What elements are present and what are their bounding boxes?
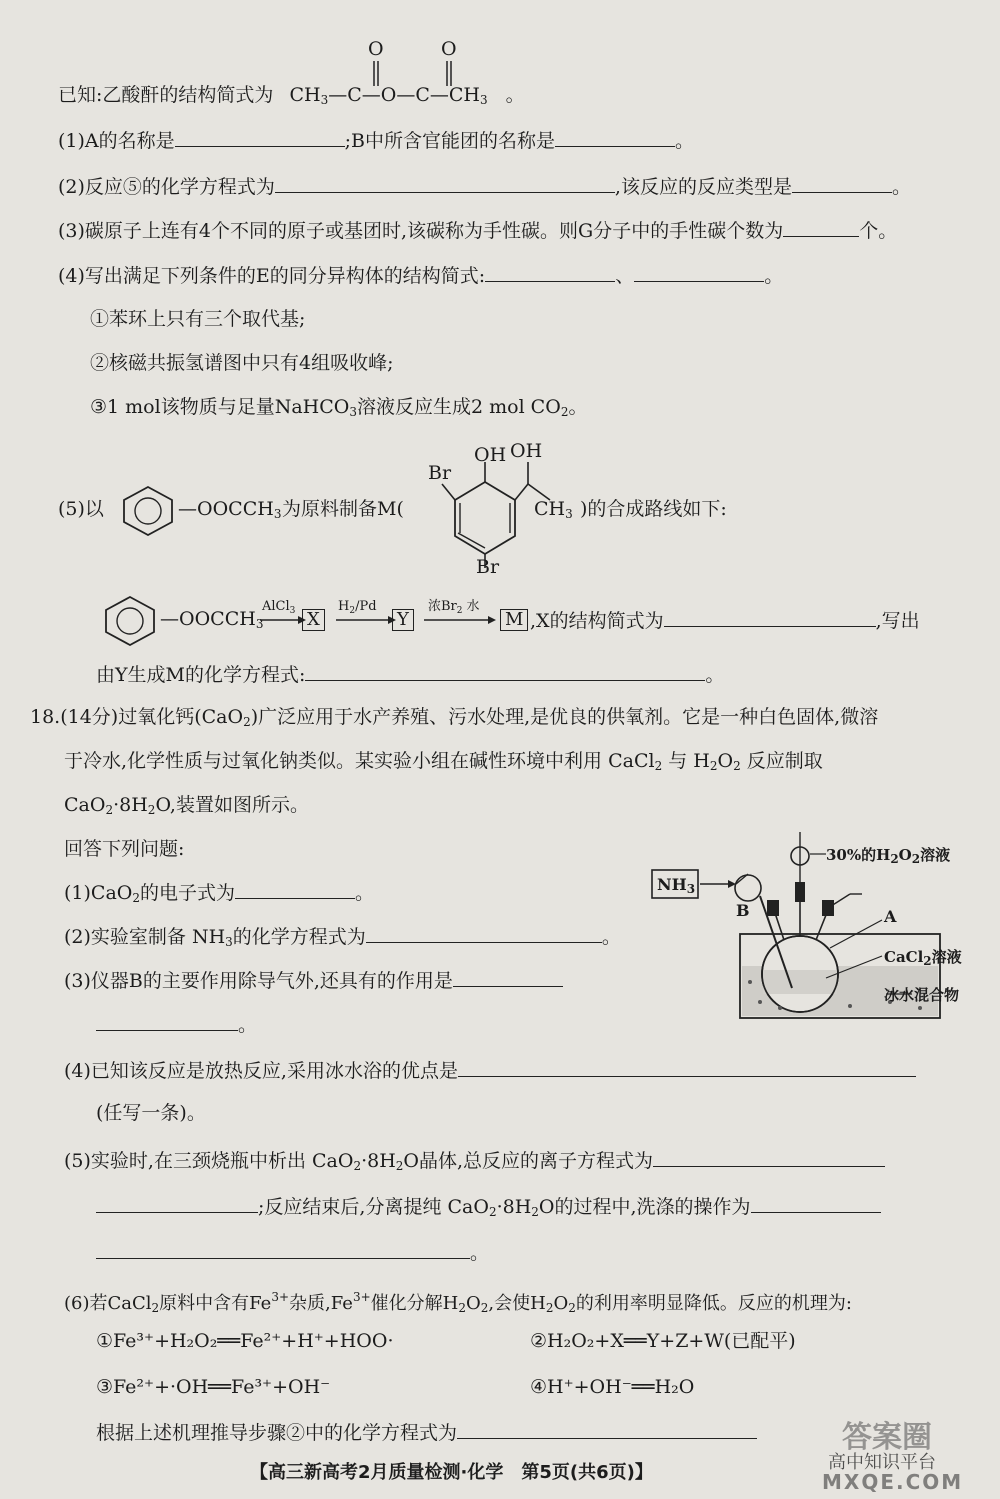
q18-blank-2[interactable] <box>366 924 602 943</box>
q18-line-2: 于冷水,化学性质与过氧化钠类似。某实验小组在碱性环境中利用 CaCl$_2$ 与 $H_2O_2$ 反应制取 <box>64 750 823 773</box>
q4-condition-3: ③1 mol该物质与足量NaHCO$_3$溶液反应生成2 mol $CO_2$。 <box>90 396 588 419</box>
q1-text-a: (1)A的名称是 <box>58 130 175 152</box>
apparatus-b: B <box>736 901 750 920</box>
benzene-ring-icon <box>118 484 178 536</box>
m-ch3: $CH_3$ <box>534 498 573 521</box>
q3-text-a: (3)碳原子上连有4个不同的原子或基团时,该碳称为手性碳。则G分子中的手性碳个数为 <box>58 220 784 242</box>
q18-blank-5a[interactable] <box>653 1148 885 1167</box>
mechanism-2: ②H₂O₂+X══Y+Z+W(已配平) <box>530 1330 796 1352</box>
watermark-small: 高中知识平台 <box>828 1452 936 1473</box>
q18-last: 根据上述机理推导步骤②中的化学方程式为 <box>96 1420 757 1444</box>
q5-label-b: 为原料制备M( <box>282 498 404 520</box>
q5-blank-eq[interactable] <box>305 662 705 681</box>
q3-blank[interactable] <box>783 218 859 237</box>
q5-after: ,X的结构简式为 ,写出 <box>530 610 920 632</box>
q18-blank-5c[interactable] <box>751 1194 881 1213</box>
mechanism-3: ③Fe²⁺+·OH══Fe³⁺+OH⁻ <box>96 1376 331 1398</box>
question-3 <box>58 218 897 242</box>
q4-condition-2: ②核磁共振氢谱图中只有4组吸收峰; <box>90 352 394 374</box>
formula-ch3-right: $CH_3$ <box>448 84 488 107</box>
watermark-logo <box>802 1412 982 1492</box>
carbonyl-oxygen-1: O <box>368 38 384 60</box>
m-br-top: Br <box>428 462 452 484</box>
q18-part-3: (3)仪器B的主要作用除导气外,还具有的作用是 <box>64 968 563 992</box>
q18-prompt: 回答下列问题: <box>64 838 185 860</box>
carbonyl-double-bonds <box>360 58 470 88</box>
watermark-url: MXQE.COM <box>822 1470 964 1494</box>
q2-end: 。 <box>891 176 911 198</box>
question-2 <box>58 174 911 198</box>
q18-part-1: (1)CaO$_2$的电子式为 。 <box>64 882 375 905</box>
q18-line-1: 18.(14分)过氧化钙(CaO$_2$)广泛应用于水产养殖、污水处理,是优良的供氧剂。它是一种白色固体,微溶 <box>30 706 879 729</box>
q18-part-6: (6)若CaCl$_2$原料中含有$Fe^{3+}$杂质$,Fe^{3+}$催化分解$H_2O_2$,会使$H_2O_2$的利用率明显降低。反应的机理为: <box>64 1290 852 1315</box>
q2-text-a: (2)反应⑤的化学方程式为 <box>58 176 275 198</box>
mechanism-4: ④H⁺+OH⁻══H₂O <box>530 1376 695 1398</box>
page-footer: 【高三新高考2月质量检测·化学 第5页(共6页)】 <box>250 1462 653 1483</box>
route-reagent-3: 浓$Br_2$ 水 <box>428 599 480 616</box>
q2-blank-a[interactable] <box>275 174 615 193</box>
q18-blank-3b[interactable] <box>96 1012 238 1031</box>
route-box-y: Y <box>392 608 414 631</box>
q18-blank-4[interactable] <box>458 1058 916 1077</box>
q5-line-2: 由Y生成M的化学方程式: 。 <box>96 664 725 686</box>
route-reagent-1: AlCl$_3$ <box>262 599 296 616</box>
q18-blank-6[interactable] <box>457 1420 757 1439</box>
q18-part-4: (4)已知该反应是放热反应,采用冰水浴的优点是 <box>64 1058 916 1082</box>
apparatus-ice: 冰水混合物 <box>884 986 960 1004</box>
m-br-bottom: Br <box>476 556 500 578</box>
route-ooch3: $—OOCCH_3$ <box>160 608 264 631</box>
q18-part-2: (2)实验室制备 $NH_3$的化学方程式为 。 <box>64 926 621 949</box>
m-oh-1: OH <box>474 444 507 466</box>
q4-end: 。 <box>764 265 784 287</box>
route-reagent-2: $H_2/Pd$ <box>338 599 377 616</box>
apparatus-a: A <box>884 907 897 926</box>
q18-line-3: $CaO_2\cdot 8H_2O$,装置如图所示。 <box>64 794 309 817</box>
known-end: 。 <box>505 84 525 106</box>
q18-part-5-cont2: 。 <box>96 1240 489 1264</box>
acetic-anhydride-line <box>58 84 525 111</box>
q2-text-b: ,该反应的反应类型是 <box>614 176 792 198</box>
q2-blank-b[interactable] <box>792 174 892 193</box>
q18-part-3-cont: 。 <box>96 1012 257 1036</box>
q18-blank-3a[interactable] <box>453 968 563 987</box>
q5-ooch3: $—OOCCH_3$ <box>178 498 282 521</box>
formula-ch3-left: $CH_3$ <box>289 84 329 107</box>
q4-text-a: (4)写出满足下列条件的E的同分异构体的结构简式: <box>58 265 486 287</box>
apparatus-h2o2: 30%的$H_2O_2$溶液 <box>826 846 951 866</box>
q18-blank-1[interactable] <box>235 880 355 899</box>
apparatus-cacl2: CaCl$_2$溶液 <box>884 948 962 968</box>
q5-label-a: (5)以 <box>58 498 104 520</box>
q18-blank-5d[interactable] <box>96 1240 470 1259</box>
formula-middle: —C—O—C— <box>328 84 449 106</box>
route-box-x: X <box>302 608 325 631</box>
route-box-m: M <box>500 608 528 631</box>
q4-condition-1: ①苯环上只有三个取代基; <box>90 308 306 330</box>
question-1 <box>58 128 694 152</box>
q4-sep: 、 <box>615 265 635 287</box>
q1-blank-a[interactable] <box>175 128 345 147</box>
m-oh-2: OH <box>510 440 543 462</box>
mechanism-1: ①Fe³⁺+H₂O₂══Fe²⁺+H⁺+HOO· <box>96 1330 394 1352</box>
route-benzene-ring-icon <box>100 594 160 646</box>
question-4 <box>58 263 783 287</box>
q18-part-5-cont: ;反应结束后,分离提纯 $CaO_2\cdot 8H_2O$的过程中,洗涤的操作为 <box>96 1194 881 1223</box>
q18-part-4-cont: (任写一条)。 <box>96 1102 206 1124</box>
q4-blank-a[interactable] <box>485 263 615 282</box>
q18-part-5: (5)实验时,在三颈烧瓶中析出 $CaO_2\cdot 8H_2O$晶体,总反应的离子方程式为 <box>64 1148 885 1177</box>
apparatus-nh3: $NH_3$ <box>657 875 696 896</box>
q5-label-c: )的合成路线如下: <box>580 498 727 520</box>
q18-blank-5b[interactable] <box>96 1194 258 1213</box>
carbonyl-oxygen-2: O <box>441 38 457 60</box>
q3-end: 个。 <box>859 220 898 242</box>
q1-blank-b[interactable] <box>555 128 675 147</box>
known-prefix: 已知:乙酸酐的结构简式为 <box>58 84 274 106</box>
q5-blank-x[interactable] <box>664 608 876 627</box>
watermark-big: 答案圈 <box>842 1420 932 1455</box>
q4-blank-b[interactable] <box>634 263 764 282</box>
q1-text-b: ;B中所含官能团的名称是 <box>344 130 556 152</box>
q1-end: 。 <box>675 130 695 152</box>
